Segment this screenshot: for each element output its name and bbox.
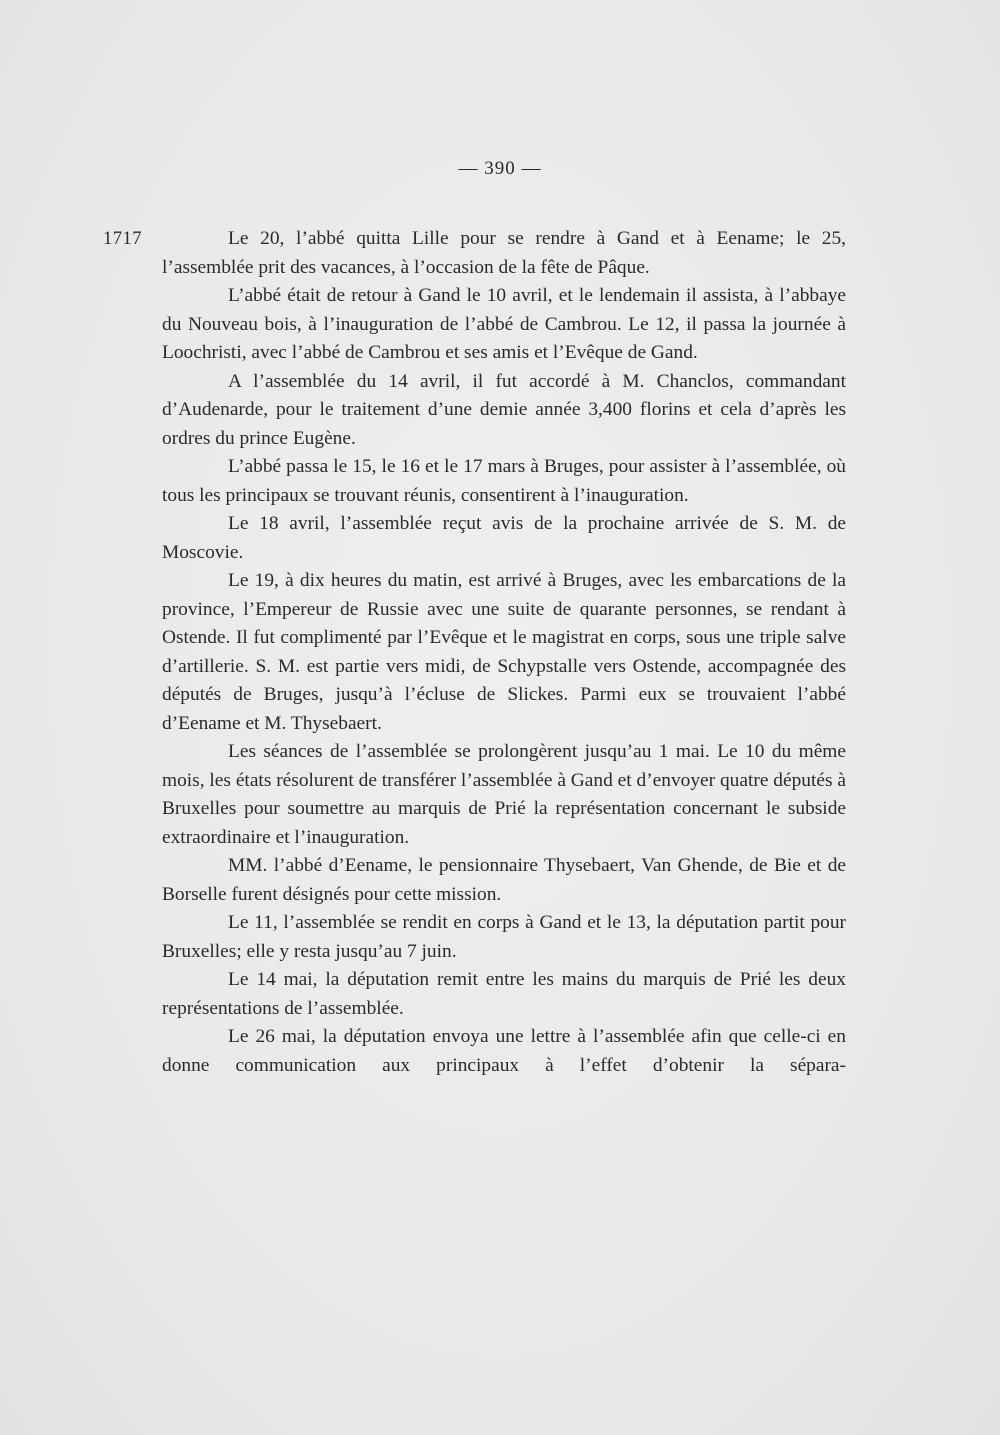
paragraph-11: Le 26 mai, la députation envoya une lettre à l’assemblée afin que celle-ci en donne communication aux principaux à l’effet d’obtenir la sépara- <box>162 1026 846 1076</box>
paragraph-4: L’abbé passa le 15, le 16 et le 17 mars à Bruges, pour assister à l’assemblée, où tous les principaux se trouvant réunis, consentirent à l’inauguration. <box>162 456 846 506</box>
paragraph-8: MM. l’abbé d’Eename, le pensionnaire Thysebaert, Van Ghende, de Bie et de Borselle furent désignés pour cette mission. <box>162 855 846 905</box>
paragraph-2: L’abbé était de retour à Gand le 10 avril, et le lendemain il assista, à l’abbaye du Nouveau bois, à l’inauguration de l’abbé de Cambrou. Le 12, il passa la journée à Loochristi, avec l’abbé de Cambrou et ses amis et l’Evêque de Gand. <box>162 285 846 363</box>
paragraph-5: Le 18 avril, l’assemblée reçut avis de la prochaine arrivée de S. M. de Moscovie. <box>162 513 846 563</box>
paragraph-7: Les séances de l’assemblée se prolongèrent jusqu’au 1 mai. Le 10 du même mois, les états résolurent de transférer l’assemblée à Gand et d’envoyer quatre députés à Bruxelles pour soumettre au marquis de Prié la représentation concernant le subside extraordinaire et l’inauguration. <box>162 741 846 848</box>
paragraph-6: Le 19, à dix heures du matin, est arrivé à Bruges, avec les embarcations de la province, l’Empereur de Russie avec une suite de quarante personnes, se rendant à Ostende. Il fut complimenté par l’Evêque et le magistrat en corps, sous une triple salve d’artillerie. S. M. est partie vers midi, de Schypstalle vers Ostende, accompagnée des députés de Bruges, jusqu’à l’écluse de Slickes. Parmi eux se trouvaient l’abbé d’Eename et M. Thysebaert. <box>162 570 846 734</box>
body-text <box>162 225 846 1080</box>
paragraph-1: Le 20, l’abbé quitta Lille pour se rendre à Gand et à Eename; le 25, l’assemblée prit des vacances, à l’occasion de la fête de Pâque. <box>162 228 846 278</box>
margin-year-note: 1717 <box>103 229 142 249</box>
paragraph-10: Le 14 mai, la députation remit entre les mains du marquis de Prié les deux représentations de l’assemblée. <box>162 969 846 1019</box>
page-number: — 390 — <box>458 158 542 179</box>
paragraph-3: A l’assemblée du 14 avril, il fut accordé à M. Chanclos, commandant d’Audenarde, pour le traitement d’une demie année 3,400 florins et cela d’après les ordres du prince Eugène. <box>162 370 846 449</box>
paragraph-9: Le 11, l’assemblée se rendit en corps à Gand et le 13, la députation partit pour Bruxelles; elle y resta jusqu’au 7 juin. <box>162 912 846 962</box>
